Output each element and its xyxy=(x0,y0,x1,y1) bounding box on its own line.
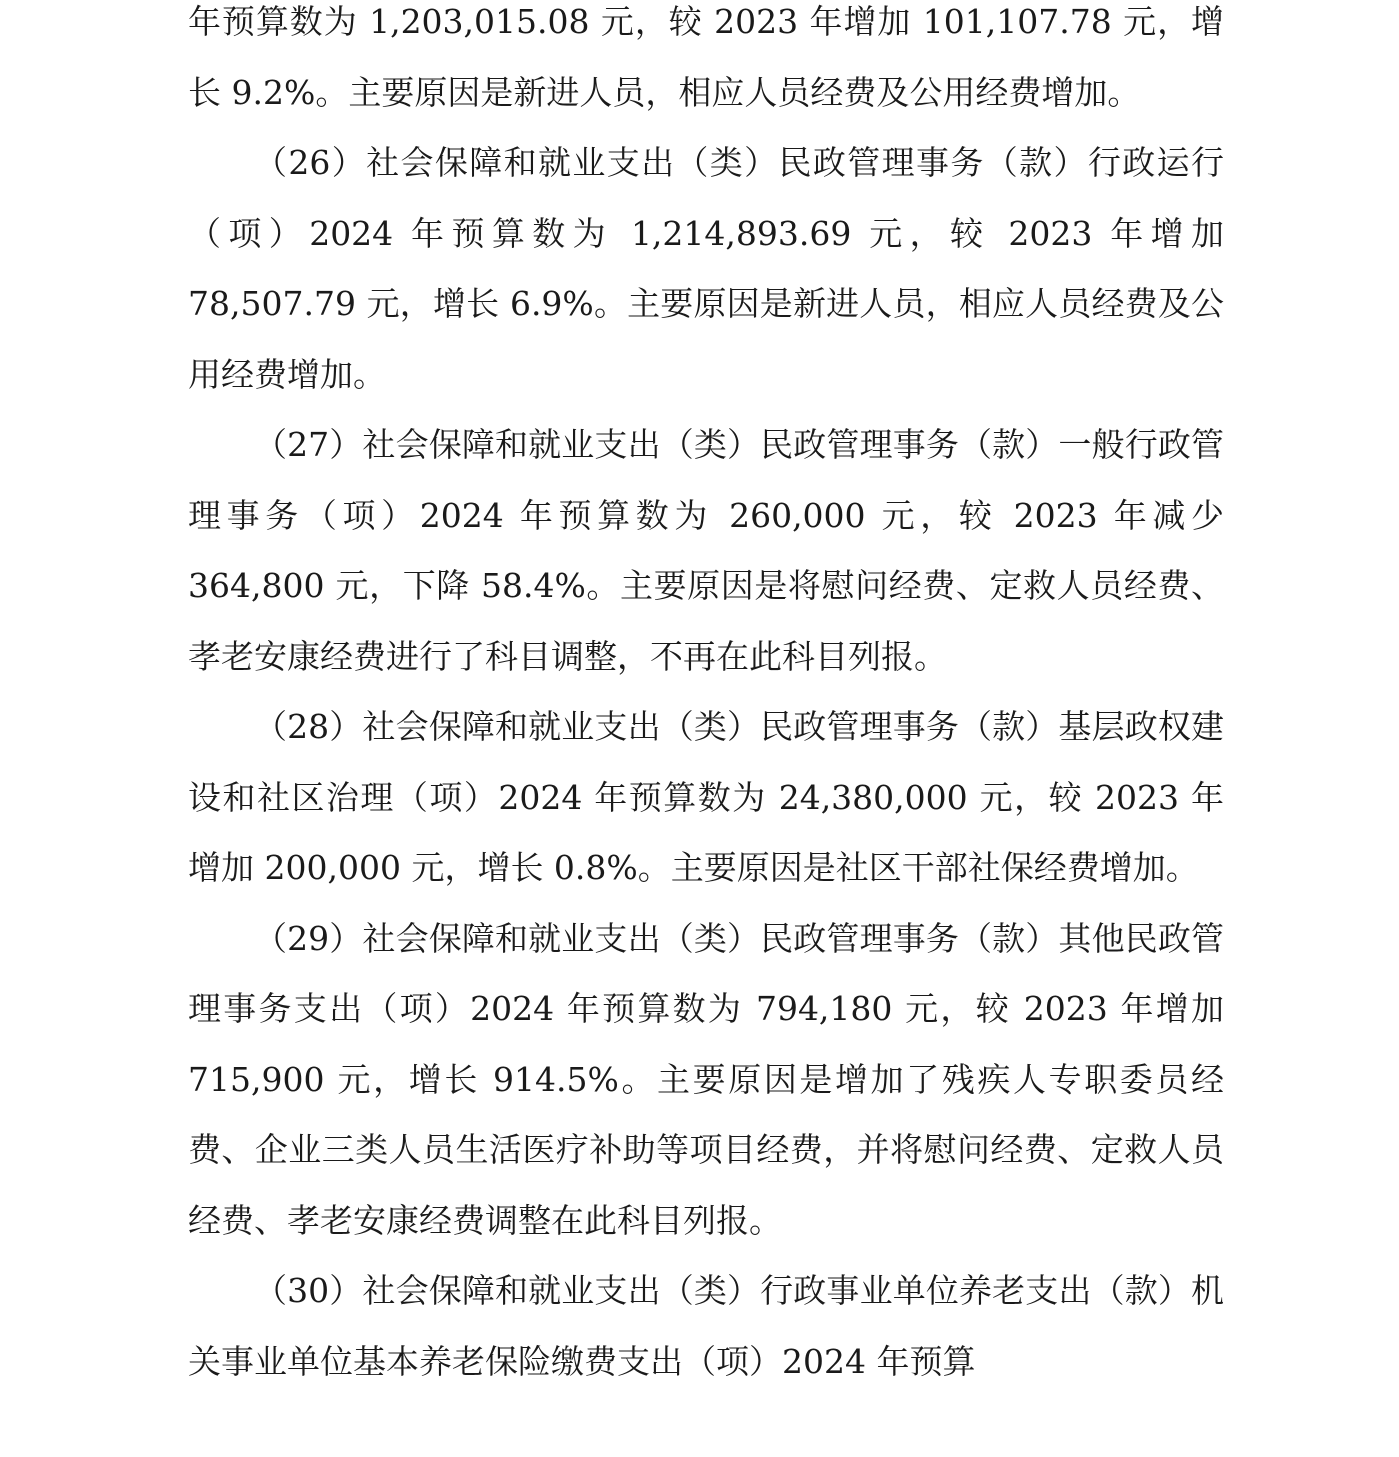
paragraph-29: （29）社会保障和就业支出（类）民政管理事务（款）其他民政管理事务支出（项）2024 年预算数为 794,180 元，较 2023 年增加 715,900 元，增长 914.5%。主要原因是增加了残疾人专职委员经费、企业三类人员生活医疗补助等项目经费，并将慰问经费、定救人员经费、孝老安康经费调整在此科目列报。 xyxy=(188,918,1224,1240)
paragraph-continuation: 年预算数为 1,203,015.08 元，较 2023 年增加 101,107.78 元，增长 9.2%。主要原因是新进人员，相应人员经费及公用经费增加。 xyxy=(188,2,1224,112)
paragraph-26: （26）社会保障和就业支出（类）民政管理事务（款）行政运行（项）2024 年预算数为 1,214,893.69 元，较 2023 年增加 78,507.79 元，增长 6.9%。主要原因是新进人员，相应人员经费及公用经费增加。 xyxy=(188,143,1224,394)
paragraph-28: （28）社会保障和就业支出（类）民政管理事务（款）基层政权建设和社区治理（项）2024 年预算数为 24,380,000 元，较 2023 年增加 200,000 元，增长 0.8%。主要原因是社区干部社保经费增加。 xyxy=(188,707,1224,887)
paragraph-30: （30）社会保障和就业支出（类）行政事业单位养老支出（款）机关事业单位基本养老保险缴费支出（项）2024 年预算 xyxy=(188,1271,1224,1381)
paragraph-27: （27）社会保障和就业支出（类）民政管理事务（款）一般行政管理事务（项）2024 年预算数为 260,000 元，较 2023 年减少 364,800 元，下降 58.4%。主要原因是将慰问经费、定救人员经费、孝老安康经费进行了科目调整，不再在此科目列报。 xyxy=(188,425,1224,676)
document-page xyxy=(188,0,1224,1397)
